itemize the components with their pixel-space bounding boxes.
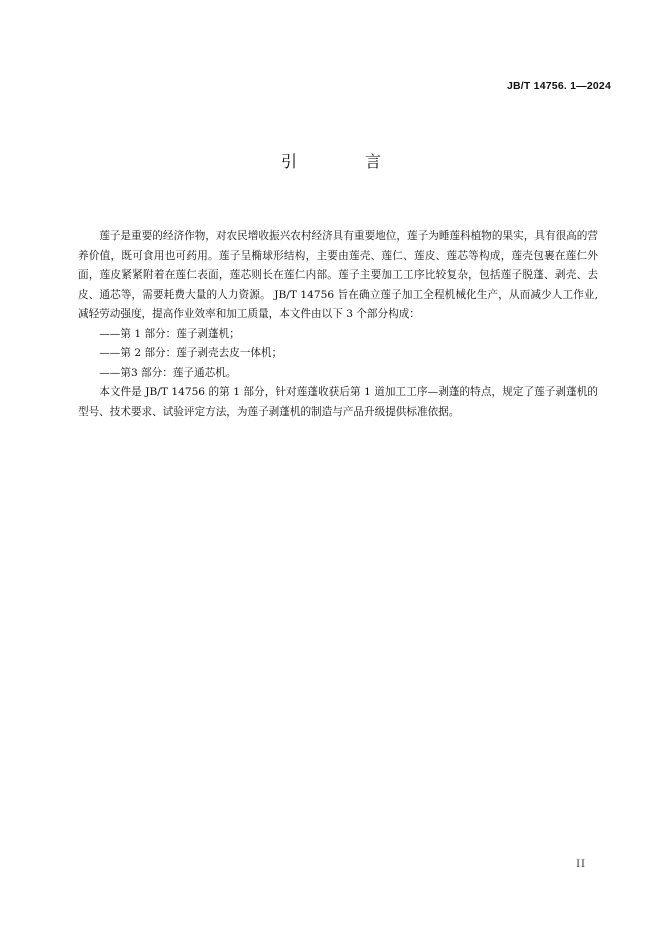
document-code: JB/T 14756. 1—2024 [506,80,611,92]
part-list-item-3: ——第3 部分：莲子通芯机。 [99,366,237,379]
document-body [78,227,598,422]
page-number: II [576,859,586,870]
intro-paragraph-1: 莲子是重要的经济作物，对农民增收振兴农村经济具有重要地位，莲子为睡莲科植物的果实，具有很高的营养价值，既可食用也可药用。莲子呈椭球形结构，主要由莲壳、莲仁、莲皮、莲芯等构成，莲壳包裹在莲仁外面，莲皮紧紧附着在莲仁表面，莲芯则长在莲仁内部。莲子主要加工工序比较复杂，包括莲子脱蓬、剥壳、去皮、通芯等，需要耗费大量的人力资源。 JB/T 14756 旨在确立莲子加工全程机械化生产，从而减少人工作业,减轻劳动强度，提高作业效率和加工质量，本文件由以下 3 个部分构成： [78,230,598,320]
part-list-item-1: ——第 1 部分：莲子剥蓬机； [99,327,240,340]
section-title: 引 言 [280,152,407,171]
intro-paragraph-2: 本文件是 JB/T 14756 的第 1 部分，针对莲蓬收获后第 1 道加工工序—剥蓬的特点，规定了莲子剥蓬机的型号、技术要求、试验评定方法，为莲子剥蓬机的制造与产品升级提供标准依据。 [78,386,598,418]
part-list-item-2: ——第 2 部分：莲子剥壳去皮一体机； [99,347,283,359]
